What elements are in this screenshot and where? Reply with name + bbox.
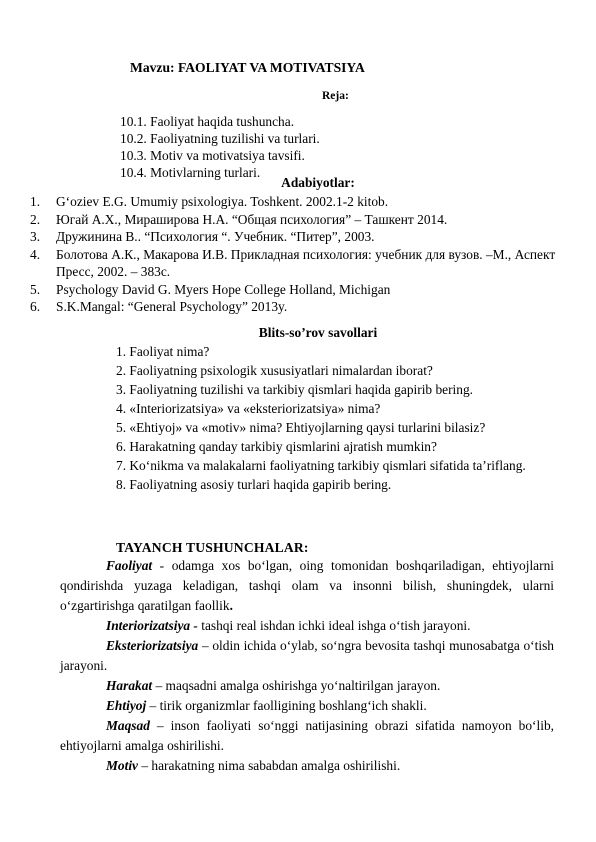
definition-text: – harakatning nima sababdan amalga oshirilishi. [138,758,401,773]
reference-item [30,281,565,299]
reference-item [30,193,565,211]
quiz-question: 4. «Interiorizatsiya» va «eksteriorizatsiya» nima? [116,401,381,416]
plan-item: 10.2. Faoliyatning tuzilishi va turlari. [120,131,320,146]
plan-item: 10.1. Faoliyat haqida tushuncha. [120,114,295,129]
topic-title: Mavzu: FAOLIYAT VA MOTIVATSIYA [130,60,365,75]
definition-term: Harakat [106,678,153,693]
definition-item [60,756,554,776]
definition-text: – inson faoliyati so‘nggi natijasining obrazi sifatida namoyon bo‘lib, ehtiyojlarni amalga oshirilishi. [60,718,554,753]
plan-item: 10.4. Motivlarning turlari. [120,165,261,180]
quiz-title: Blits-so’rov savollari [258,325,378,340]
reference-item [30,298,565,316]
definition-item [60,676,554,696]
references-list [30,193,565,316]
definition-term: Ehtiyoj [106,698,147,713]
reference-item [30,228,565,246]
reference-number: 4. [30,246,41,262]
quiz-question: 8. Faoliyatning asosiy turlari haqida gapirib bering. [116,477,392,492]
reference-item [30,246,565,281]
definition-item [60,556,554,616]
quiz-question: 2. Faoliyatning psixologik xususiyatlari nimalardan iborat? [116,363,433,378]
reference-item [30,211,565,229]
references-title: Adabiyotlar: [281,175,355,190]
quiz-questions [116,342,526,494]
definition-text: - odamga xos bo‘lgan, oing tomonidan boshqariladigan, ehtiyojlarni qondirishda yuzaga keladigan, tashqi olam va insonni bilish, shuningdek, ularni o‘zgartirishga qaratilgan faollik [60,558,554,613]
reference-text: Болотова А.К., Макарова И.В. Прикладная психология: учебник для вузов. –М., Аспект Пресс, 2002. – 383с. [56,246,556,279]
definition-text: – maqsadni amalga oshirishga yo‘naltirilgan jarayon. [152,678,441,693]
plan-item: 10.3. Motiv va motivatsiya tavsifi. [120,148,305,163]
reference-text: Югай А.Х., Мираширова Н.А. “Общая психология” – Ташкент 2014. [56,211,448,227]
definition-text: – tirik organizmlar faolligining boshlang‘ich shakli. [146,698,427,713]
reference-number: 5. [30,281,41,297]
definition-term: Motiv [106,758,138,773]
definition-text: – oldin ichida o‘ylab, so‘ngra bevosita tashqi munosabatga o‘tish jarayoni. [60,638,554,673]
reference-number: 2. [30,211,41,227]
definition-tail: . [229,598,233,613]
reference-text: Дружинина В.. “Психология “. Учебник. “Питер”, 2003. [56,229,375,244]
definition-item [60,636,554,676]
definition-term: Interiorizatsiya - [106,618,198,633]
reference-number: 6. [30,299,41,314]
reference-text: G‘oziev E.G. Umumiy psixologiya. Toshkent. 2002.1-2 kitob. [56,194,389,209]
quiz-question: 5. «Ehtiyoj» va «motiv» nima? Ehtiyojlarning qaysi turlarini bilasiz? [116,420,486,435]
definition-term: Maqsad [106,718,150,733]
definitions-list [60,556,554,776]
definition-text: tashqi real ishdan ichki ideal ishga o‘tish jarayoni. [197,618,471,633]
quiz-question: 1. Faoliyat nima? [116,344,210,359]
reference-number: 1. [30,194,41,209]
definition-term: Faoliyat [106,558,153,573]
definition-term: Eksteriorizatsiya [106,638,199,653]
definition-item [60,716,554,756]
quiz-question: 6. Harakatning qanday tarkibiy qismlarini ajratish mumkin? [116,439,437,454]
definition-item [60,696,554,716]
reference-number: 3. [30,229,41,244]
reference-text: S.K.Mangal: “General Psychology” 2013y. [56,299,288,314]
quiz-question: 3. Faoliyatning tuzilishi va tarkibiy qismlari haqida gapirib bering. [116,382,474,397]
quiz-question: 7. Ko‘nikma va malakalarni faoliyatning tarkibiy qismlari sifatida ta’riflang. [116,458,526,473]
plan-label: Reja: [322,90,349,102]
plan-list [120,113,320,181]
concepts-title: TAYANCH TUSHUNCHALAR: [116,540,309,555]
reference-text: Psychology David G. Myers Hope College Holland, Michigan [56,281,391,297]
definition-item [60,616,554,636]
